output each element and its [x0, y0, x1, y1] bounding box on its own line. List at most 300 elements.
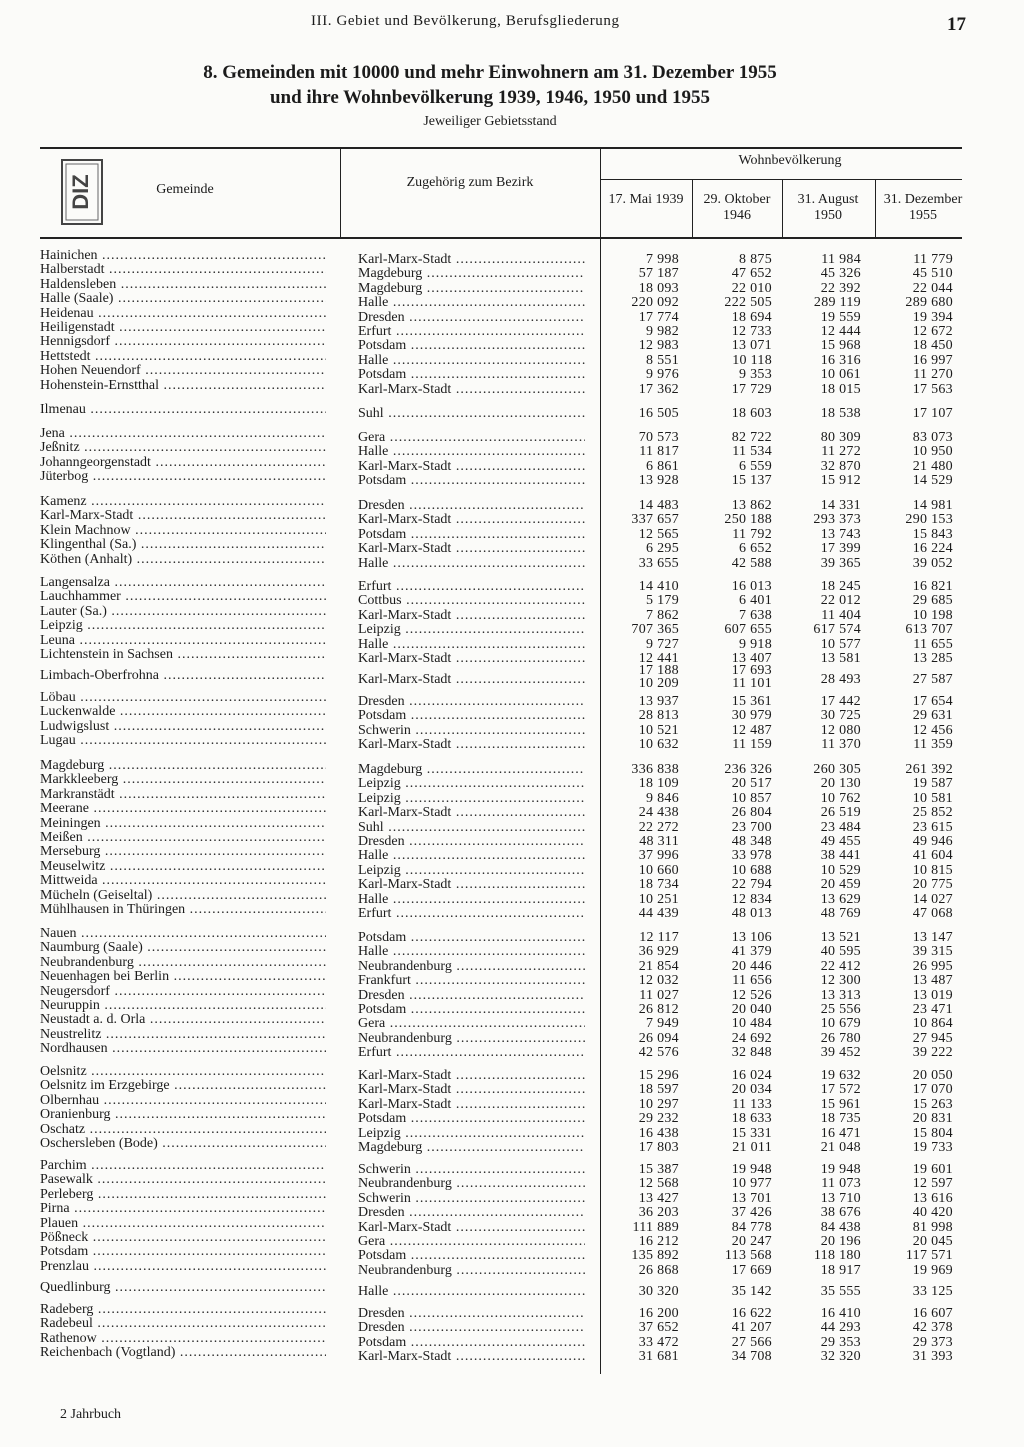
population-cell: 16 471	[820, 1125, 861, 1141]
population-cell: 13 629	[820, 891, 861, 907]
population-cell: 220 092	[631, 295, 679, 311]
population-cell: 18 633	[731, 1111, 772, 1127]
population-cell: 34 708	[731, 1349, 772, 1365]
gemeinde-cell: Meiningen .....	[40, 816, 326, 831]
population-cell: 38 441	[820, 848, 861, 864]
bezirk-cell: Dresden .....	[358, 834, 585, 849]
population-cell: 17 070	[912, 1082, 953, 1098]
population-cell: 17 654	[912, 694, 953, 709]
population-cell: 16 224	[912, 541, 953, 557]
population-cell: 48 311	[639, 833, 679, 849]
bezirk-cell: Leipzig .....	[358, 863, 585, 878]
population-cell: 29 232	[638, 1111, 679, 1127]
population-cell: 5 179	[646, 593, 679, 609]
gemeinde-cell: Heiligenstadt .....	[40, 320, 326, 335]
population-cell: 48 769	[820, 905, 861, 921]
gemeinde-cell: Johanngeorgenstadt .....	[40, 455, 326, 470]
population-cell: 39 452	[820, 1045, 861, 1061]
population-cell: 22 794	[731, 877, 772, 893]
population-cell: 48 013	[731, 905, 772, 921]
bezirk-cell: Karl-Marx-Stadt .....	[358, 1082, 585, 1097]
table-row	[0, 844, 1000, 864]
population-cell: 23 615	[912, 819, 953, 835]
population-cell: 10 660	[638, 862, 679, 878]
population-cell: 14 529	[912, 473, 953, 489]
column-divider-3	[692, 179, 693, 238]
population-cell: 45 326	[820, 266, 861, 282]
population-cell: 9 976	[646, 367, 679, 383]
population-cell: 20 831	[912, 1111, 953, 1127]
table-row	[0, 551, 1000, 571]
population-cell: 10 679	[820, 1016, 861, 1032]
bezirk-cell: Karl-Marx-Stadt .....	[358, 459, 585, 474]
population-cell: 38 676	[820, 1205, 861, 1221]
population-cell: 13 862	[731, 498, 772, 513]
population-cell: 22 412	[820, 958, 861, 974]
table-row	[0, 319, 1000, 339]
gemeinde-cell: Heidenau .....	[40, 306, 326, 321]
population-cell: 16 438	[638, 1125, 679, 1141]
population-cell: 18 735	[820, 1111, 861, 1127]
population-cell: 613 707	[905, 622, 953, 638]
population-cell: 28 493	[820, 672, 861, 687]
population-cell: 11 792	[732, 526, 772, 542]
table-row	[0, 494, 1000, 513]
population-cell: 337 657	[631, 512, 679, 528]
table-row	[0, 1041, 1000, 1061]
population-cell: 20 196	[820, 1233, 861, 1249]
population-cell: 12 032	[638, 973, 679, 989]
population-cell: 17 693 11 101	[731, 663, 772, 691]
table-row	[0, 426, 1000, 445]
bezirk-cell: Schwerin .....	[358, 723, 585, 738]
population-cell: 20 247	[731, 1233, 772, 1249]
population-cell: 26 094	[638, 1030, 679, 1046]
population-cell: 30 320	[638, 1284, 679, 1299]
footer-signature: 2 Jahrbuch	[60, 1407, 122, 1422]
population-cell: 84 438	[820, 1219, 861, 1235]
bezirk-cell: Halle .....	[358, 848, 585, 863]
population-cell: 22 010	[731, 280, 772, 296]
population-cell: 13 071	[731, 338, 772, 354]
bezirk-cell: Karl-Marx-Stadt .....	[358, 1220, 585, 1235]
population-cell: 17 362	[638, 381, 679, 397]
population-cell: 336 838	[631, 762, 679, 777]
population-cell: 25 852	[912, 805, 953, 821]
population-cell: 10 977	[731, 1176, 772, 1192]
table-section	[0, 575, 1000, 666]
gemeinde-cell: Halle (Saale) .....	[40, 291, 326, 306]
table-row	[0, 1244, 1000, 1264]
gemeinde-cell: Oelsnitz .....	[40, 1064, 326, 1079]
population-cell: 26 995	[912, 958, 953, 974]
gemeinde-cell: Plauen .....	[40, 1216, 326, 1231]
gemeinde-cell: Hohenstein-Ernstthal .....	[40, 378, 326, 393]
population-cell: 18 597	[638, 1082, 679, 1098]
population-cell: 39 365	[820, 555, 861, 571]
population-cell: 20 459	[820, 877, 861, 893]
population-cell: 6 559	[739, 458, 772, 474]
bezirk-cell: Karl-Marx-Stadt .....	[358, 672, 585, 687]
table-row	[0, 663, 1000, 691]
bezirk-cell: Suhl .....	[358, 820, 585, 835]
bezirk-cell: Erfurt .....	[358, 579, 585, 594]
population-cell: 81 998	[912, 1219, 953, 1235]
population-cell: 13 928	[638, 473, 679, 489]
population-cell: 18 538	[820, 406, 861, 421]
bezirk-cell: Halle .....	[358, 444, 585, 459]
bezirk-cell: Halle .....	[358, 556, 585, 571]
population-cell: 12 568	[638, 1176, 679, 1192]
population-cell: 14 027	[912, 891, 953, 907]
population-cell: 21 048	[820, 1139, 861, 1155]
gemeinde-cell: Potsdam .....	[40, 1244, 326, 1259]
population-cell: 10 581	[912, 790, 953, 806]
population-cell: 22 392	[820, 280, 861, 296]
bezirk-cell: Dresden .....	[358, 1205, 585, 1220]
gemeinde-cell: Pößneck .....	[40, 1230, 326, 1245]
population-cell: 23 471	[912, 1001, 953, 1017]
gemeinde-cell: Markranstädt .....	[40, 787, 326, 802]
population-cell: 222 505	[724, 295, 772, 311]
gemeinde-cell: Prenzlau .....	[40, 1259, 326, 1274]
gemeinde-cell: Lauter (Sa.) .....	[40, 604, 326, 619]
header-top-rule	[40, 147, 962, 149]
population-cell: 37 996	[638, 848, 679, 864]
population-cell: 20 040	[731, 1001, 772, 1017]
population-cell: 12 300	[820, 973, 861, 989]
population-cell: 10 632	[638, 737, 679, 753]
bezirk-cell: Karl-Marx-Stadt .....	[358, 1068, 585, 1083]
table-row	[0, 1026, 1000, 1046]
population-cell: 11 359	[913, 737, 953, 753]
gemeinde-cell: Meerane .....	[40, 801, 326, 816]
population-cell: 9 846	[646, 790, 679, 806]
population-cell: 40 420	[912, 1205, 953, 1221]
population-cell: 31 393	[912, 1349, 953, 1365]
table-row	[0, 887, 1000, 907]
population-cell: 10 529	[820, 862, 861, 878]
table-row	[0, 733, 1000, 753]
population-cell: 27 587	[912, 672, 953, 687]
table-row	[0, 1229, 1000, 1249]
population-cell: 70 573	[638, 430, 679, 445]
population-cell: 12 565	[638, 526, 679, 542]
bezirk-cell: Neubrandenburg .....	[358, 1176, 585, 1191]
gemeinde-cell: Ilmenau .....	[40, 402, 326, 417]
population-cell: 12 834	[731, 891, 772, 907]
population-cell: 117 571	[905, 1248, 953, 1264]
population-cell: 12 672	[912, 323, 953, 339]
table-row	[0, 873, 1000, 893]
population-cell: 80 309	[820, 430, 861, 445]
population-cell: 13 285	[912, 650, 953, 666]
title-line-2: und ihre Wohnbevölkerung 1939, 1946, 1950 und 1955	[269, 87, 711, 108]
gemeinde-cell: Lauchhammer .....	[40, 589, 326, 604]
population-cell: 16 013	[731, 579, 772, 594]
population-cell: 12 444	[820, 323, 861, 339]
table-row	[0, 801, 1000, 821]
bezirk-cell: Karl-Marx-Stadt .....	[358, 877, 585, 892]
gemeinde-cell: Klingenthal (Sa.) .....	[40, 537, 326, 552]
gemeinde-cell: Lugau .....	[40, 733, 326, 748]
population-cell: 11 370	[821, 737, 861, 753]
population-cell: 10 857	[731, 790, 772, 806]
table-row	[0, 1158, 1000, 1177]
table-section	[0, 758, 1000, 921]
population-cell: 16 607	[912, 1306, 953, 1321]
population-cell: 23 700	[731, 819, 772, 835]
population-cell: 29 373	[912, 1334, 953, 1350]
population-cell: 289 119	[813, 295, 861, 311]
table-row	[0, 1302, 1000, 1321]
gemeinde-cell: Neuenhagen bei Berlin .....	[40, 969, 326, 984]
population-cell: 7 998	[646, 252, 679, 267]
population-cell: 20 050	[912, 1068, 953, 1083]
table-row	[0, 262, 1000, 282]
gemeinde-cell: Karl-Marx-Stadt .....	[40, 508, 326, 523]
population-cell: 10 950	[912, 444, 953, 460]
population-cell: 6 861	[646, 458, 679, 474]
population-cell: 20 034	[731, 1082, 772, 1098]
bezirk-cell: Halle .....	[358, 353, 585, 368]
gemeinde-cell: Markkleeberg .....	[40, 772, 326, 787]
gemeinde-cell: Rathenow .....	[40, 1331, 326, 1346]
table-row	[0, 1172, 1000, 1192]
population-cell: 13 019	[912, 987, 953, 1003]
population-cell: 42 378	[912, 1320, 953, 1336]
population-cell: 14 331	[820, 498, 861, 513]
gemeinde-cell: Limbach-Oberfrohna .....	[40, 668, 326, 683]
table-row	[0, 1135, 1000, 1155]
table-row	[0, 1078, 1000, 1098]
gemeinde-cell: Radebeul .....	[40, 1316, 326, 1331]
bezirk-cell: Potsdam .....	[358, 1248, 585, 1263]
table-row	[0, 522, 1000, 542]
population-cell: 261 392	[905, 762, 953, 777]
bezirk-cell: Potsdam .....	[358, 367, 585, 382]
population-cell: 6 295	[646, 541, 679, 557]
population-cell: 47 068	[912, 905, 953, 921]
bezirk-cell: Gera .....	[358, 1016, 585, 1031]
population-cell: 29 353	[820, 1334, 861, 1350]
table-row	[0, 1215, 1000, 1235]
bezirk-cell: Gera .....	[358, 1234, 585, 1249]
gemeinde-cell: Jena .....	[40, 426, 326, 441]
population-cell: 29 685	[912, 593, 953, 609]
table-row	[0, 1186, 1000, 1206]
population-cell: 16 212	[638, 1233, 679, 1249]
population-cell: 22 044	[912, 280, 953, 296]
population-cell: 22 012	[820, 593, 861, 609]
population-cell: 16 024	[731, 1068, 772, 1083]
population-cell: 17 774	[638, 309, 679, 325]
table-row	[0, 954, 1000, 974]
population-cell: 12 117	[639, 930, 679, 945]
column-divider-4	[782, 179, 783, 238]
population-cell: 13 427	[638, 1190, 679, 1206]
population-cell: 10 815	[912, 862, 953, 878]
population-cell: 250 188	[724, 512, 772, 528]
population-cell: 18 245	[820, 579, 861, 594]
population-cell: 32 848	[731, 1045, 772, 1061]
population-cell: 57 187	[638, 266, 679, 282]
gemeinde-cell: Hainichen .....	[40, 248, 326, 263]
population-cell: 49 946	[912, 833, 953, 849]
bezirk-cell: Suhl .....	[358, 406, 585, 421]
bezirk-cell: Schwerin .....	[358, 1191, 585, 1206]
table-row	[0, 508, 1000, 528]
population-cell: 14 483	[638, 498, 679, 513]
bezirk-cell: Dresden .....	[358, 498, 585, 513]
population-cell: 11 656	[732, 973, 772, 989]
population-cell: 9 727	[646, 636, 679, 652]
population-cell: 39 222	[912, 1045, 953, 1061]
table-row	[0, 829, 1000, 849]
bezirk-cell: Karl-Marx-Stadt .....	[358, 805, 585, 820]
bezirk-cell: Schwerin .....	[358, 1162, 585, 1177]
gemeinde-cell: Hennigsdorf .....	[40, 334, 326, 349]
gemeinde-cell: Mühlhausen in Thüringen .....	[40, 902, 326, 917]
gemeinde-cell: Meißen .....	[40, 830, 326, 845]
title-line-1: 8. Gemeinden mit 10000 und mehr Einwohnern am 31. Dezember 1955	[203, 62, 777, 83]
population-cell: 15 387	[638, 1162, 679, 1177]
table-row	[0, 1107, 1000, 1127]
gemeinde-cell: Neustrelitz .....	[40, 1027, 326, 1042]
population-cell: 9 918	[739, 636, 772, 652]
gemeinde-cell: Nordhausen .....	[40, 1041, 326, 1056]
table-row	[0, 575, 1000, 594]
bezirk-cell: Magdeburg .....	[358, 1140, 585, 1155]
table-row	[0, 469, 1000, 489]
bezirk-cell: Leipzig .....	[358, 791, 585, 806]
population-cell: 35 142	[731, 1284, 772, 1299]
population-cell: 10 061	[820, 367, 861, 383]
population-cell: 20 446	[731, 958, 772, 974]
population-cell: 13 701	[731, 1190, 772, 1206]
population-cell: 30 979	[731, 708, 772, 724]
table-row	[0, 291, 1000, 311]
population-cell: 113 568	[724, 1248, 772, 1264]
bezirk-cell: Halle .....	[358, 1284, 585, 1299]
table-row	[0, 1280, 1000, 1299]
population-cell: 617 574	[813, 622, 861, 638]
population-cell: 26 804	[731, 805, 772, 821]
population-cell: 10 198	[912, 607, 953, 623]
population-cell: 41 604	[912, 848, 953, 864]
bezirk-cell: Potsdam .....	[358, 708, 585, 723]
population-cell: 10 118	[732, 352, 772, 368]
bezirk-cell: Magdeburg .....	[358, 281, 585, 296]
population-cell: 6 652	[739, 541, 772, 557]
population-cell: 26 812	[638, 1001, 679, 1017]
bezirk-cell: Halle .....	[358, 295, 585, 310]
population-cell: 37 426	[731, 1205, 772, 1221]
population-cell: 11 159	[732, 737, 772, 753]
population-cell: 15 804	[912, 1125, 953, 1141]
population-cell: 15 968	[820, 338, 861, 354]
population-cell: 13 521	[820, 930, 861, 945]
gemeinde-cell: Haldensleben .....	[40, 277, 326, 292]
table-row	[0, 603, 1000, 623]
table-row	[0, 402, 1000, 421]
population-cell: 10 577	[820, 636, 861, 652]
gemeinde-cell: Perleberg .....	[40, 1187, 326, 1202]
population-cell: 13 106	[731, 930, 772, 945]
table-title	[0, 60, 980, 110]
population-cell: 44 293	[820, 1320, 861, 1336]
gemeinde-cell: Pasewalk .....	[40, 1172, 326, 1187]
gemeinde-cell: Oelsnitz im Erzgebirge .....	[40, 1078, 326, 1093]
table-row	[0, 248, 1000, 267]
population-cell: 24 438	[638, 805, 679, 821]
bezirk-cell: Halle .....	[358, 944, 585, 959]
population-cell: 27 945	[912, 1030, 953, 1046]
population-cell: 11 027	[639, 987, 679, 1003]
population-cell: 607 655	[724, 622, 772, 638]
population-cell: 13 313	[820, 987, 861, 1003]
population-cell: 10 864	[912, 1016, 953, 1032]
table-row	[0, 1316, 1000, 1336]
population-cell: 9 982	[646, 323, 679, 339]
population-cell: 21 480	[912, 458, 953, 474]
population-cell: 19 559	[820, 309, 861, 325]
population-cell: 13 581	[820, 650, 861, 666]
table-row	[0, 786, 1000, 806]
population-cell: 30 725	[820, 708, 861, 724]
population-cell: 8 551	[646, 352, 679, 368]
bezirk-cell: Halle .....	[358, 637, 585, 652]
col-header-gemeinde: Gemeinde	[156, 182, 214, 197]
population-cell: 39 052	[912, 555, 953, 571]
table-row	[0, 454, 1000, 474]
population-cell: 11 133	[732, 1096, 772, 1112]
gemeinde-cell: Naumburg (Saale) .....	[40, 940, 326, 955]
population-cell: 16 622	[731, 1306, 772, 1321]
population-cell: 9 353	[739, 367, 772, 383]
population-cell: 20 775	[912, 877, 953, 893]
table-row	[0, 589, 1000, 609]
population-cell: 32 320	[820, 1349, 861, 1365]
bezirk-cell: Karl-Marx-Stadt .....	[358, 651, 585, 666]
population-cell: 41 379	[731, 944, 772, 960]
population-cell: 17 563	[912, 381, 953, 397]
population-cell: 17 572	[820, 1082, 861, 1098]
population-cell: 15 912	[820, 473, 861, 489]
population-cell: 19 969	[912, 1262, 953, 1278]
population-cell: 20 045	[912, 1233, 953, 1249]
bezirk-cell: Karl-Marx-Stadt .....	[358, 252, 585, 267]
table-row	[0, 1345, 1000, 1365]
population-cell: 18 694	[731, 309, 772, 325]
bezirk-cell: Potsdam .....	[358, 1111, 585, 1126]
population-cell: 11 534	[732, 444, 772, 460]
population-cell: 260 305	[813, 762, 861, 777]
population-cell: 293 373	[813, 512, 861, 528]
population-cell: 290 153	[905, 512, 953, 528]
bezirk-cell: Magdeburg .....	[358, 762, 585, 777]
population-cell: 13 616	[912, 1190, 953, 1206]
population-cell: 47 652	[731, 266, 772, 282]
table-section	[0, 494, 1000, 571]
population-cell: 12 597	[912, 1176, 953, 1192]
population-cell: 12 487	[731, 722, 772, 738]
bezirk-cell: Leipzig .....	[358, 1126, 585, 1141]
table-row	[0, 377, 1000, 397]
population-cell: 32 870	[820, 458, 861, 474]
population-cell: 83 073	[912, 430, 953, 445]
bezirk-cell: Potsdam .....	[358, 1002, 585, 1017]
